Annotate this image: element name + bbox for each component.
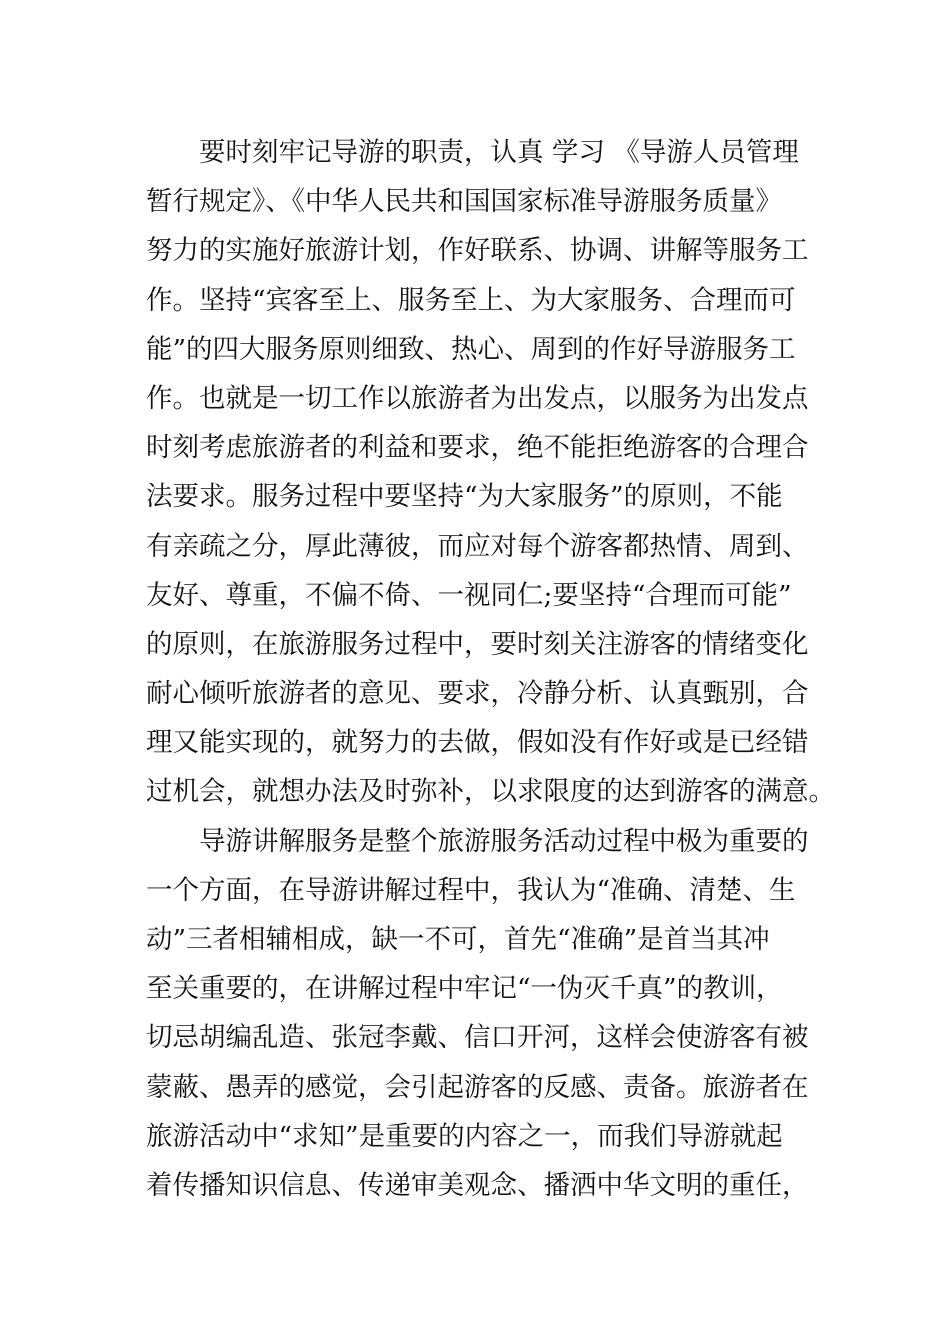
text-line: 有亲疏之分，厚此薄彼，而应对每个游客都热情、周到、 [146, 530, 809, 562]
text-line: 过机会，就想办法及时弥补，以求限度的达到游客的满意。 [146, 776, 835, 808]
text-line: 旅游活动中“求知”是重要的内容之一，而我们导游就起 [146, 1120, 783, 1152]
text-line: 要时刻牢记导游的职责，认真 学习 《导游人员管理 [199, 137, 799, 168]
text-line: 耐心倾听旅游者的意见、要求，冷静分析、认真甄别，合 [146, 678, 809, 710]
text-line: 暂行规定》、《中华人民共和国国家标准导游服务质量》 [146, 186, 782, 218]
text-line: 至关重要的，在讲解过程中牢记“一伪灭千真”的教训， [146, 973, 783, 1005]
text-line: 理又能实现的，就努力的去做，假如没有作好或是已经错 [146, 727, 809, 759]
text-line: 友好、尊重，不偏不倚、一视同仁;要坚持“合理而可能” [146, 579, 792, 611]
text-line: 动”三者相辅相成，缺一不可，首先“准确”是首当其冲 [146, 924, 770, 955]
text-line: 着传播知识信息、传递审美观念、播洒中华文明的重任， [146, 1169, 809, 1201]
text-line: 蒙蔽、愚弄的感觉，会引起游客的反感、责备。旅游者在 [146, 1071, 809, 1103]
text-line: 时刻考虑旅游者的利益和要求，绝不能拒绝游客的合理合 [146, 432, 809, 464]
paragraph-1 [146, 128, 835, 817]
text-line: 作。也就是一切工作以旅游者为出发点，以服务为出发点 [146, 382, 809, 414]
text-line: 法要求。服务过程中要坚持“为大家服务”的原则，不能 [146, 481, 783, 513]
text-line: 的原则，在旅游服务过程中，要时刻关注游客的情绪变化 [146, 628, 809, 660]
text-line: 努力的实施好旅游计划，作好联系、协调、讲解等服务工 [146, 235, 809, 267]
text-line: 切忌胡编乱造、张冠李戴、信口开河，这样会使游客有被 [146, 1022, 809, 1054]
text-line: 能”的四大服务原则细致、热心、周到的作好导游服务工 [146, 333, 796, 365]
text-line: 导游讲解服务是整个旅游服务活动过程中极为重要的 [199, 825, 809, 857]
paragraph-2 [146, 817, 809, 1211]
text-line: 作。坚持“宾客至上、服务至上、为大家服务、合理而可 [146, 284, 796, 316]
text-line: 一个方面，在导游讲解过程中，我认为“准确、清楚、生 [146, 874, 796, 906]
document-body [146, 128, 835, 1210]
